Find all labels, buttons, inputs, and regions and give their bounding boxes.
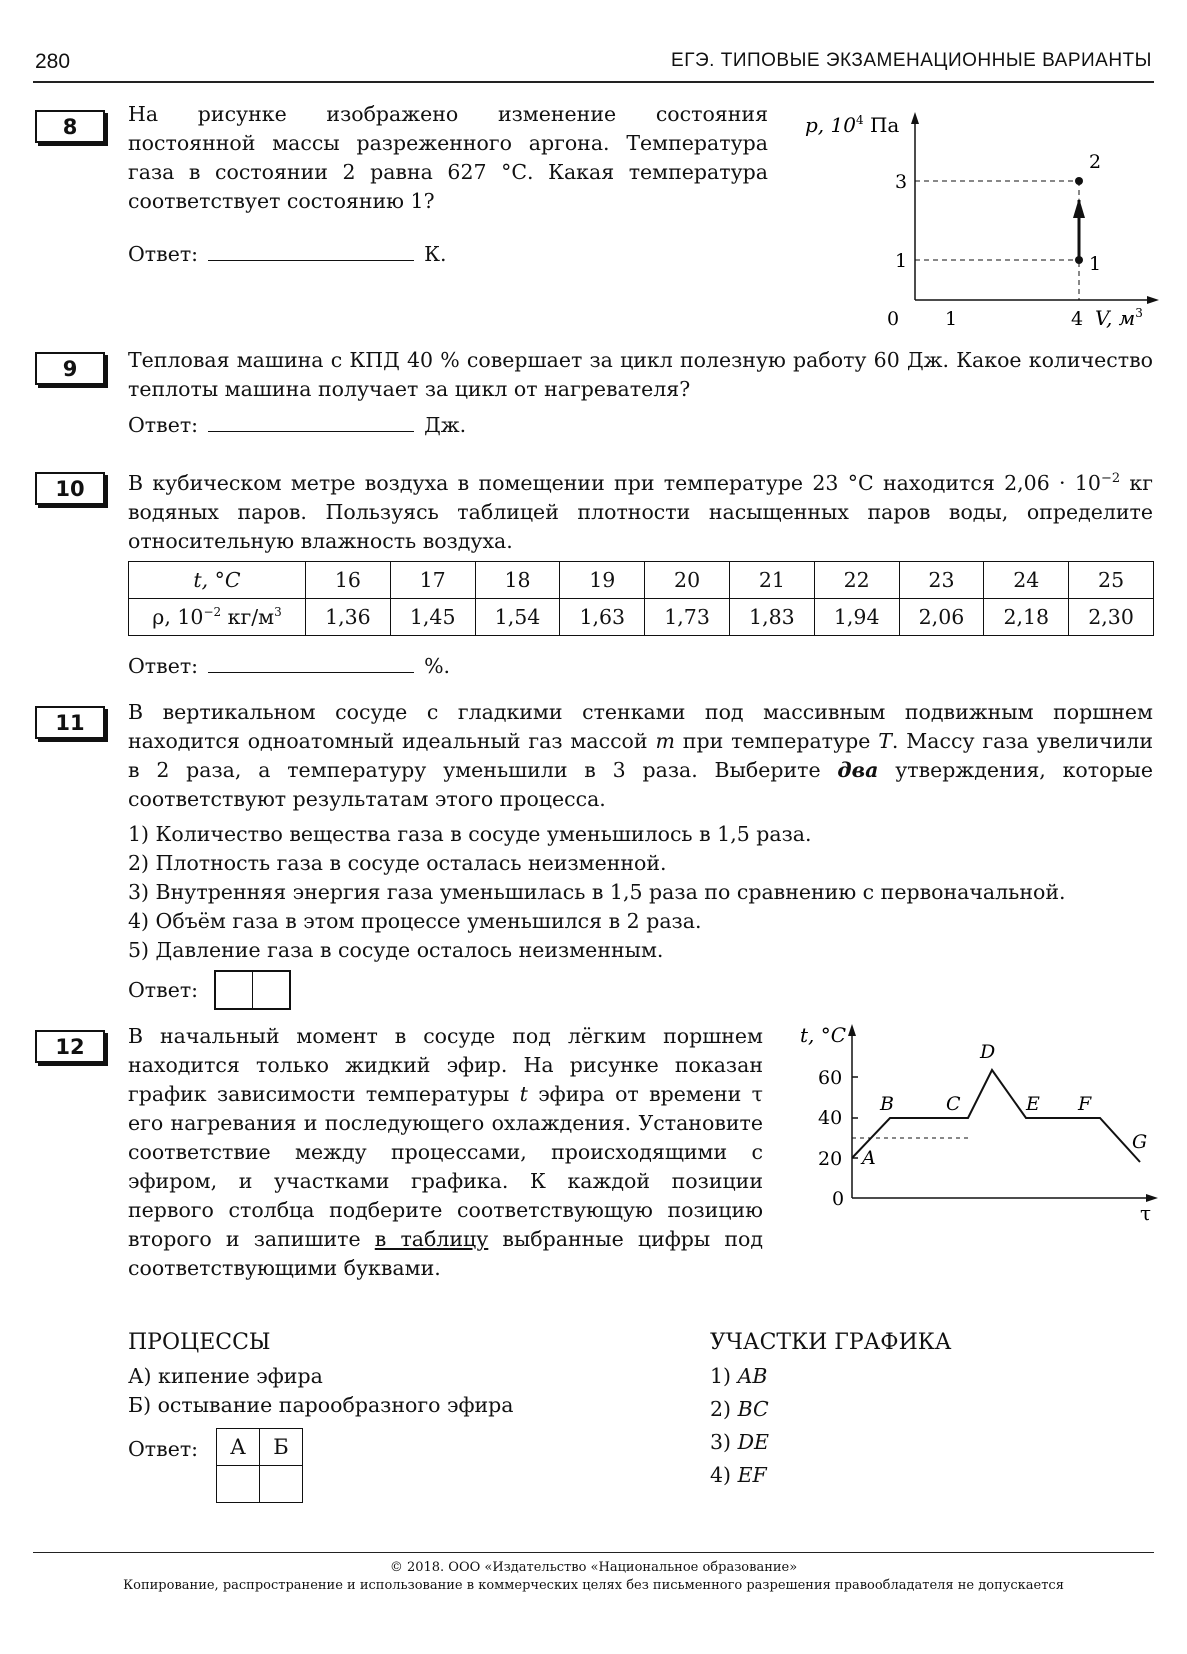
temperature-time-graph bbox=[800, 1020, 1165, 1225]
state-2-point bbox=[1075, 177, 1083, 185]
question-11-text: В вертикальном сосуде с гладкими стенками под массивным подвижным поршнем находится одноатомный идеальный газ массой m при температуре T. Массу газа увеличили в 2 раза, а температуру уменьшили в 3 раза. Выберите два утверждения, которые соответствуют результатам этого процесса. bbox=[128, 700, 1153, 811]
answer-cell-a[interactable] bbox=[217, 1466, 260, 1503]
temperature-cell: 20 bbox=[645, 562, 730, 599]
segment-item: 1) AB bbox=[710, 1364, 768, 1388]
answer-label: Ответ: bbox=[128, 654, 199, 678]
origin-label: 0 bbox=[887, 308, 900, 330]
option-item: 3) Внутренняя энергия газа уменьшилась в 1,5 раза по сравнению с первоначальной. bbox=[128, 880, 1066, 904]
segment-item: 3) DE bbox=[710, 1430, 769, 1454]
segment-item: 2) BC bbox=[710, 1397, 769, 1421]
processes-title: ПРОЦЕССЫ bbox=[128, 1330, 271, 1355]
answer-boxes-11 bbox=[214, 970, 291, 1010]
density-cell: 2,06 bbox=[899, 599, 984, 636]
t-tick-40: 40 bbox=[818, 1107, 843, 1129]
temperature-curve bbox=[852, 1070, 1140, 1162]
density-row bbox=[129, 599, 1154, 636]
p-tick-3: 3 bbox=[895, 171, 908, 193]
footer-copyright: © 2018. ООО «Издательство «Национальное образование» bbox=[389, 1560, 798, 1575]
point-f-label: F bbox=[1078, 1093, 1092, 1115]
temperature-cell: 16 bbox=[306, 562, 391, 599]
p-axis-label: p, $10^4$ Па bbox=[805, 113, 900, 137]
pv-graph bbox=[795, 110, 1165, 335]
v-axis-label: V, $м^3$ bbox=[1095, 306, 1143, 330]
answer-cell-b[interactable] bbox=[260, 1466, 303, 1503]
question-8-text: На рисунке изображено изменение состояния постоянной массы разреженного аргона. Температура газа в состоянии 2 равна 627 °С. Какая температура соответствует состоянию 1? bbox=[128, 102, 768, 213]
question-number-12: 12 bbox=[35, 1030, 105, 1063]
density-cell: 1,94 bbox=[814, 599, 899, 636]
density-cell: 1,73 bbox=[645, 599, 730, 636]
answer-row-10 bbox=[128, 652, 450, 678]
density-cell: 2,30 bbox=[1069, 599, 1154, 636]
answer-box[interactable] bbox=[252, 972, 289, 1008]
answer-table-12 bbox=[216, 1428, 303, 1503]
question-number-8: 8 bbox=[35, 110, 105, 143]
t-axis-label: t, °С bbox=[800, 1023, 847, 1047]
t-tick-0: 0 bbox=[832, 1188, 845, 1210]
point-e-label: E bbox=[1026, 1093, 1040, 1115]
v-tick-4: 4 bbox=[1071, 308, 1084, 330]
answer-label: Ответ: bbox=[128, 978, 199, 1002]
running-header: ЕГЭ. ТИПОВЫЕ ЭКЗАМЕНАЦИОННЫЕ ВАРИАНТЫ bbox=[671, 50, 1152, 71]
p-axis-arrow-icon bbox=[911, 112, 919, 124]
column-a-header: А bbox=[217, 1429, 260, 1466]
density-cell: 1,54 bbox=[475, 599, 560, 636]
segments-title: УЧАСТКИ ГРАФИКА bbox=[710, 1330, 952, 1355]
answer-label: Ответ: bbox=[128, 1437, 199, 1461]
t-axis-arrow-icon bbox=[848, 1024, 856, 1036]
answer-field-10[interactable] bbox=[208, 652, 414, 673]
tau-axis-label: τ bbox=[1140, 1201, 1152, 1225]
density-cell: 1,83 bbox=[729, 599, 814, 636]
v-axis-arrow-icon bbox=[1147, 296, 1159, 304]
answer-unit: %. bbox=[424, 654, 451, 678]
process-arrow-icon bbox=[1073, 198, 1085, 218]
state-1-label: 1 bbox=[1089, 253, 1102, 275]
density-cell: 2,18 bbox=[984, 599, 1069, 636]
density-cell: 1,63 bbox=[560, 599, 645, 636]
point-a-label: A bbox=[862, 1147, 876, 1169]
footer-notice: Копирование, распространение и использование в коммерческих целях без письменного разрешения правообладателя не допускается bbox=[123, 1578, 1064, 1593]
temperature-cell: 19 bbox=[560, 562, 645, 599]
question-10-text: В кубическом метре воздуха в помещении при температуре 23 °С находится $2,06 \cdot 10^{-2}$ кг водяных паров. Пользуясь таблицей плотности насыщенных паров воды, определите относительную влажность воздуха. bbox=[128, 470, 1153, 553]
answer-unit: Дж. bbox=[424, 413, 467, 437]
answer-box[interactable] bbox=[216, 972, 252, 1008]
t-tick-60: 60 bbox=[818, 1067, 843, 1089]
answer-field-8[interactable] bbox=[208, 240, 414, 261]
temperature-cell: 24 bbox=[984, 562, 1069, 599]
temperature-cell: 21 bbox=[729, 562, 814, 599]
density-header: ρ, $10^{-2}$ $кг/м^3$ bbox=[129, 599, 306, 636]
column-b-header: Б bbox=[260, 1429, 303, 1466]
point-d-label: D bbox=[980, 1041, 996, 1063]
v-tick-1: 1 bbox=[945, 308, 958, 330]
option-item: 2) Плотность газа в сосуде осталась неизменной. bbox=[128, 851, 667, 875]
question-12-text: В начальный момент в сосуде под лёгким поршнем находится только жидкий эфир. На рисунке показан график зависимости температуры t эфира от времени τ его нагревания и последующего охлаждения. Установите соответствие между процессами, происходящими с эфиром, и участками графика. К каждой позиции первого столбца подберите соответствующую позицию второго и запишите в таблицу выбранные цифры под соответствующими буквами. bbox=[128, 1024, 763, 1280]
option-item: 4) Объём газа в этом процессе уменьшился в 2 раза. bbox=[128, 909, 702, 933]
question-number-10: 10 bbox=[35, 472, 105, 505]
point-g-label: G bbox=[1132, 1131, 1148, 1153]
footer-divider bbox=[33, 1552, 1154, 1553]
page-number: 280 bbox=[35, 50, 71, 73]
temperature-cell: 18 bbox=[475, 562, 560, 599]
process-item: А) кипение эфира bbox=[128, 1364, 323, 1388]
header-divider bbox=[33, 81, 1154, 83]
question-number-11: 11 bbox=[35, 706, 105, 739]
answer-label: Ответ: bbox=[128, 413, 199, 437]
answer-unit: К. bbox=[424, 242, 447, 266]
state-2-label: 2 bbox=[1089, 151, 1102, 173]
answer-field-9[interactable] bbox=[208, 411, 414, 432]
temperature-cell: 17 bbox=[390, 562, 475, 599]
process-item: Б) остывание парообразного эфира bbox=[128, 1393, 514, 1417]
segment-item: 4) EF bbox=[710, 1463, 767, 1487]
option-item: 1) Количество вещества газа в сосуде уменьшилось в 1,5 раза. bbox=[128, 822, 812, 846]
point-c-label: C bbox=[946, 1093, 961, 1115]
temperature-row bbox=[129, 562, 1154, 599]
answer-row-8 bbox=[128, 240, 446, 266]
option-item: 5) Давление газа в сосуде осталось неизменным. bbox=[128, 938, 664, 962]
answer-row-9 bbox=[128, 411, 466, 437]
temperature-cell: 25 bbox=[1069, 562, 1154, 599]
answer-label: Ответ: bbox=[128, 242, 199, 266]
question-number-9: 9 bbox=[35, 352, 105, 385]
question-11-options bbox=[128, 820, 1168, 965]
p-tick-1: 1 bbox=[895, 250, 908, 272]
density-table bbox=[128, 561, 1154, 636]
question-9-text: Тепловая машина с КПД 40 % совершает за цикл полезную работу 60 Дж. Какое количество теплоты машина получает за цикл от нагревателя? bbox=[128, 348, 1153, 401]
t-tick-20: 20 bbox=[818, 1148, 843, 1170]
temperature-cell: 23 bbox=[899, 562, 984, 599]
temperature-header: t, °С bbox=[129, 562, 306, 599]
point-b-label: B bbox=[880, 1093, 894, 1115]
temperature-cell: 22 bbox=[814, 562, 899, 599]
state-1-point bbox=[1075, 256, 1083, 264]
density-cell: 1,36 bbox=[306, 599, 391, 636]
density-cell: 1,45 bbox=[390, 599, 475, 636]
